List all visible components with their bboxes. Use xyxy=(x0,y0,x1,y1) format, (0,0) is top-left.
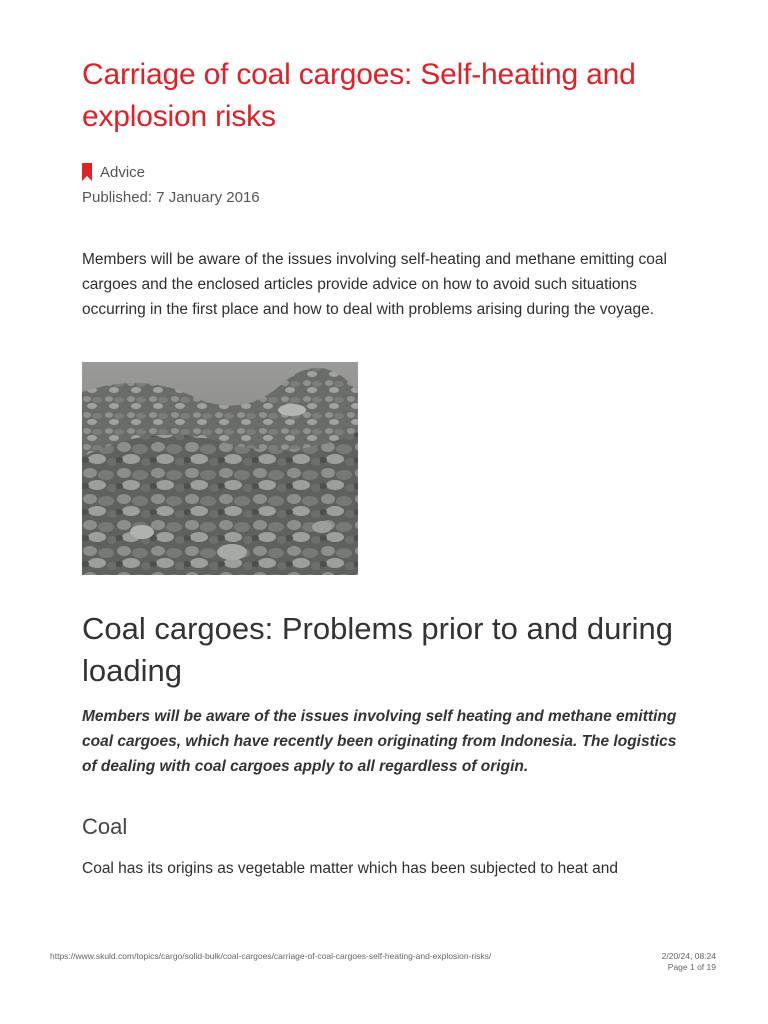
lead-paragraph: Members will be aware of the issues involving self heating and methane emitting coal cargoes, which have recently been originating from Indonesia. The logistics of dealing with coal cargoes apply to all regardless of origin. xyxy=(82,708,677,775)
footer-page-number: Page 1 of 19 xyxy=(667,962,716,972)
subheading-coal: Coal xyxy=(82,814,128,839)
footer-url: https://www.skuld.com/topics/cargo/solid-bulk/coal-cargoes/carriage-of-coal-cargoes-self-heating-and-explosion-risks/ xyxy=(50,951,492,961)
footer-meta xyxy=(662,951,716,973)
intro-paragraph: Members will be aware of the issues involving self-heating and methane emitting coal cargoes and the enclosed articles provide advice on how to avoid such situations occurring in the first place and how to deal with problems arising during the voyage. xyxy=(82,251,667,318)
category-tag[interactable] xyxy=(82,162,145,182)
article-title: Carriage of coal cargoes: Self-heating and explosion risks xyxy=(82,58,636,133)
footer-datetime: 2/20/24, 08:24 xyxy=(661,951,716,961)
body-paragraph: Coal has its origins as vegetable matter which has been subjected to heat and xyxy=(82,860,618,877)
coal-pile-photo xyxy=(82,362,358,575)
section-heading: Coal cargoes: Problems prior to and during loading xyxy=(82,611,674,688)
category-tag-label: Advice xyxy=(100,163,146,181)
bookmark-icon xyxy=(82,163,92,181)
published-date: Published: 7 January 2016 xyxy=(82,189,260,206)
